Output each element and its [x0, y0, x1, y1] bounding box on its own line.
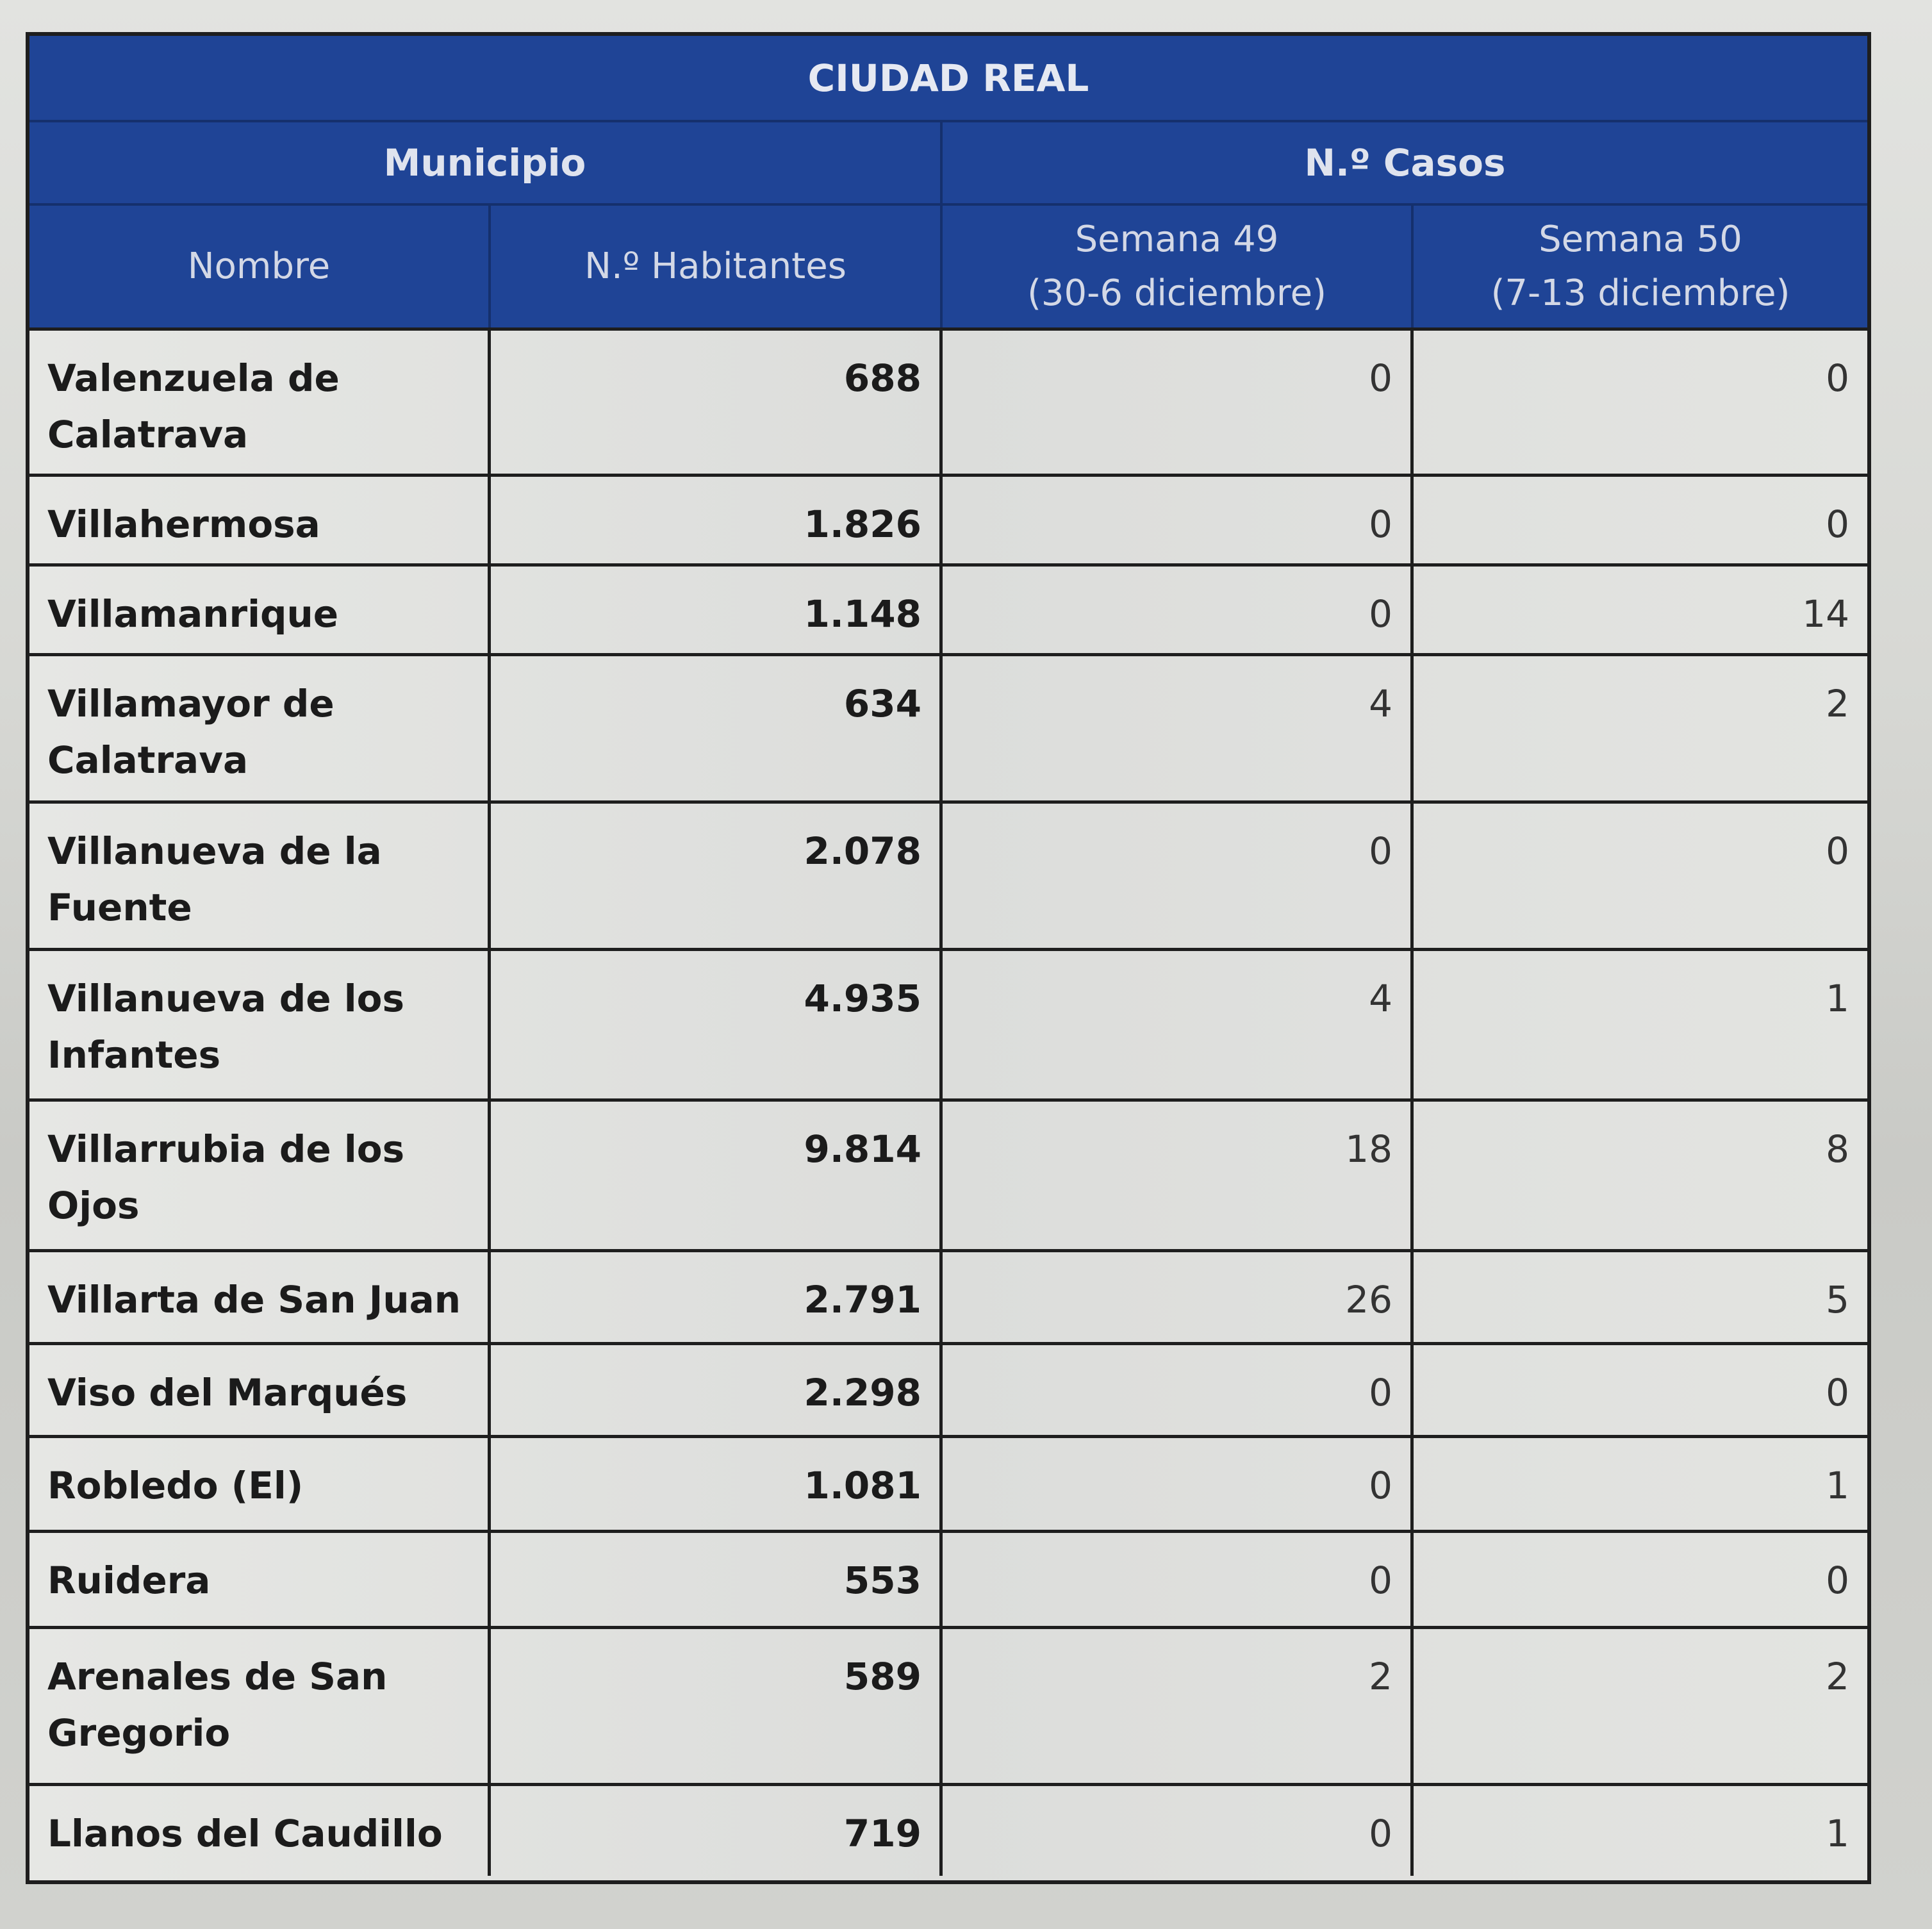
table-row	[29, 653, 1867, 800]
cell-semana-50: 8	[1826, 1127, 1849, 1171]
cell-semana-49: 26	[943, 1252, 1414, 1342]
cell-semana-49: 4	[943, 656, 1414, 800]
cell-semana-49: 0	[943, 804, 1414, 948]
cell-semana-49: 0	[943, 567, 1414, 653]
cell-semana-49: 18	[943, 1102, 1414, 1249]
cell-habitantes: 1.148	[491, 567, 943, 653]
table-row	[29, 948, 1867, 1098]
header-semana-50-range: (7-13 diciembre)	[1490, 272, 1790, 314]
cell-semana-50: 1	[1826, 1464, 1849, 1507]
cell-habitantes: 634	[491, 656, 943, 800]
table-title: CIUDAD REAL	[29, 36, 1867, 122]
cell-habitantes: 2.078	[491, 804, 943, 948]
cell-nombre: Villarta de San Juan	[29, 1252, 491, 1342]
table-row	[29, 1435, 1867, 1530]
header-habitantes-label: N.º Habitantes	[584, 245, 846, 287]
header-semana-49-title: Semana 49	[1075, 219, 1279, 260]
table-row	[29, 1783, 1867, 1876]
cell-habitantes: 9.814	[491, 1102, 943, 1249]
table-row	[29, 474, 1867, 563]
cell-nombre: Villamayor de Calatrava	[29, 656, 491, 800]
cell-semana-49: 0	[943, 477, 1414, 563]
cell-semana-49: 0	[943, 1786, 1414, 1876]
table-row	[29, 1626, 1867, 1783]
cell-habitantes: 589	[491, 1629, 943, 1783]
cell-semana-49: 0	[943, 1345, 1414, 1435]
table-row	[29, 563, 1867, 653]
header-nombre	[29, 206, 491, 327]
header-casos: N.º Casos	[1304, 141, 1506, 185]
cell-semana-50: 0	[1826, 356, 1849, 400]
table-row	[29, 1530, 1867, 1626]
cell-semana-50: 2	[1826, 1655, 1849, 1698]
cell-habitantes: 1.826	[491, 477, 943, 563]
cell-semana-50: 14	[1802, 592, 1849, 636]
cell-semana-50: 1	[1826, 977, 1849, 1020]
cell-habitantes: 2.298	[491, 1345, 943, 1435]
cell-semana-50: 0	[1826, 502, 1849, 546]
cell-nombre: Valenzuela de Calatrava	[29, 331, 491, 474]
cell-nombre: Robledo (El)	[29, 1438, 491, 1530]
cell-nombre: Villanueva de los Infantes	[29, 951, 491, 1098]
cell-semana-50: 0	[1826, 1559, 1849, 1602]
cell-nombre: Villanueva de la Fuente	[29, 804, 491, 948]
cell-nombre: Villahermosa	[29, 477, 491, 563]
data-table	[26, 32, 1871, 1884]
table-row	[29, 1342, 1867, 1435]
table-row	[29, 800, 1867, 948]
cell-semana-50: 5	[1826, 1278, 1849, 1321]
cell-semana-50: 2	[1826, 682, 1849, 725]
cell-nombre: Arenales de San Gregorio	[29, 1629, 491, 1783]
cell-nombre: Villamanrique	[29, 567, 491, 653]
cell-semana-50: 0	[1826, 829, 1849, 873]
cell-nombre: Villarrubia de los Ojos	[29, 1102, 491, 1249]
table-row	[29, 1098, 1867, 1249]
cell-habitantes: 2.791	[491, 1252, 943, 1342]
column-header-row	[29, 206, 1867, 327]
cell-habitantes: 688	[491, 331, 943, 474]
header-semana-50	[1414, 206, 1867, 327]
header-semana-50-title: Semana 50	[1539, 219, 1742, 260]
header-municipio: Municipio	[29, 122, 943, 203]
header-semana-49	[943, 206, 1414, 327]
cell-semana-49: 0	[943, 1533, 1414, 1626]
cell-nombre: Viso del Marqués	[29, 1345, 491, 1435]
cell-habitantes: 1.081	[491, 1438, 943, 1530]
table-row	[29, 327, 1867, 474]
header-habitantes	[491, 206, 943, 327]
table-row	[29, 1249, 1867, 1342]
group-header-row	[29, 122, 1867, 206]
cell-semana-49: 2	[943, 1629, 1414, 1783]
cell-nombre: Ruidera	[29, 1533, 491, 1626]
header-semana-49-range: (30-6 diciembre)	[1027, 272, 1326, 314]
cell-semana-49: 0	[943, 1438, 1414, 1530]
cell-semana-49: 4	[943, 951, 1414, 1098]
table-body	[29, 327, 1867, 1876]
header-nombre-label: Nombre	[187, 245, 331, 287]
cell-habitantes: 4.935	[491, 951, 943, 1098]
cell-semana-50: 1	[1826, 1812, 1849, 1855]
cell-habitantes: 553	[491, 1533, 943, 1626]
cell-semana-49: 0	[943, 331, 1414, 474]
cell-semana-50: 0	[1826, 1371, 1849, 1414]
cell-habitantes: 719	[491, 1786, 943, 1876]
cell-nombre: Llanos del Caudillo	[29, 1786, 491, 1876]
